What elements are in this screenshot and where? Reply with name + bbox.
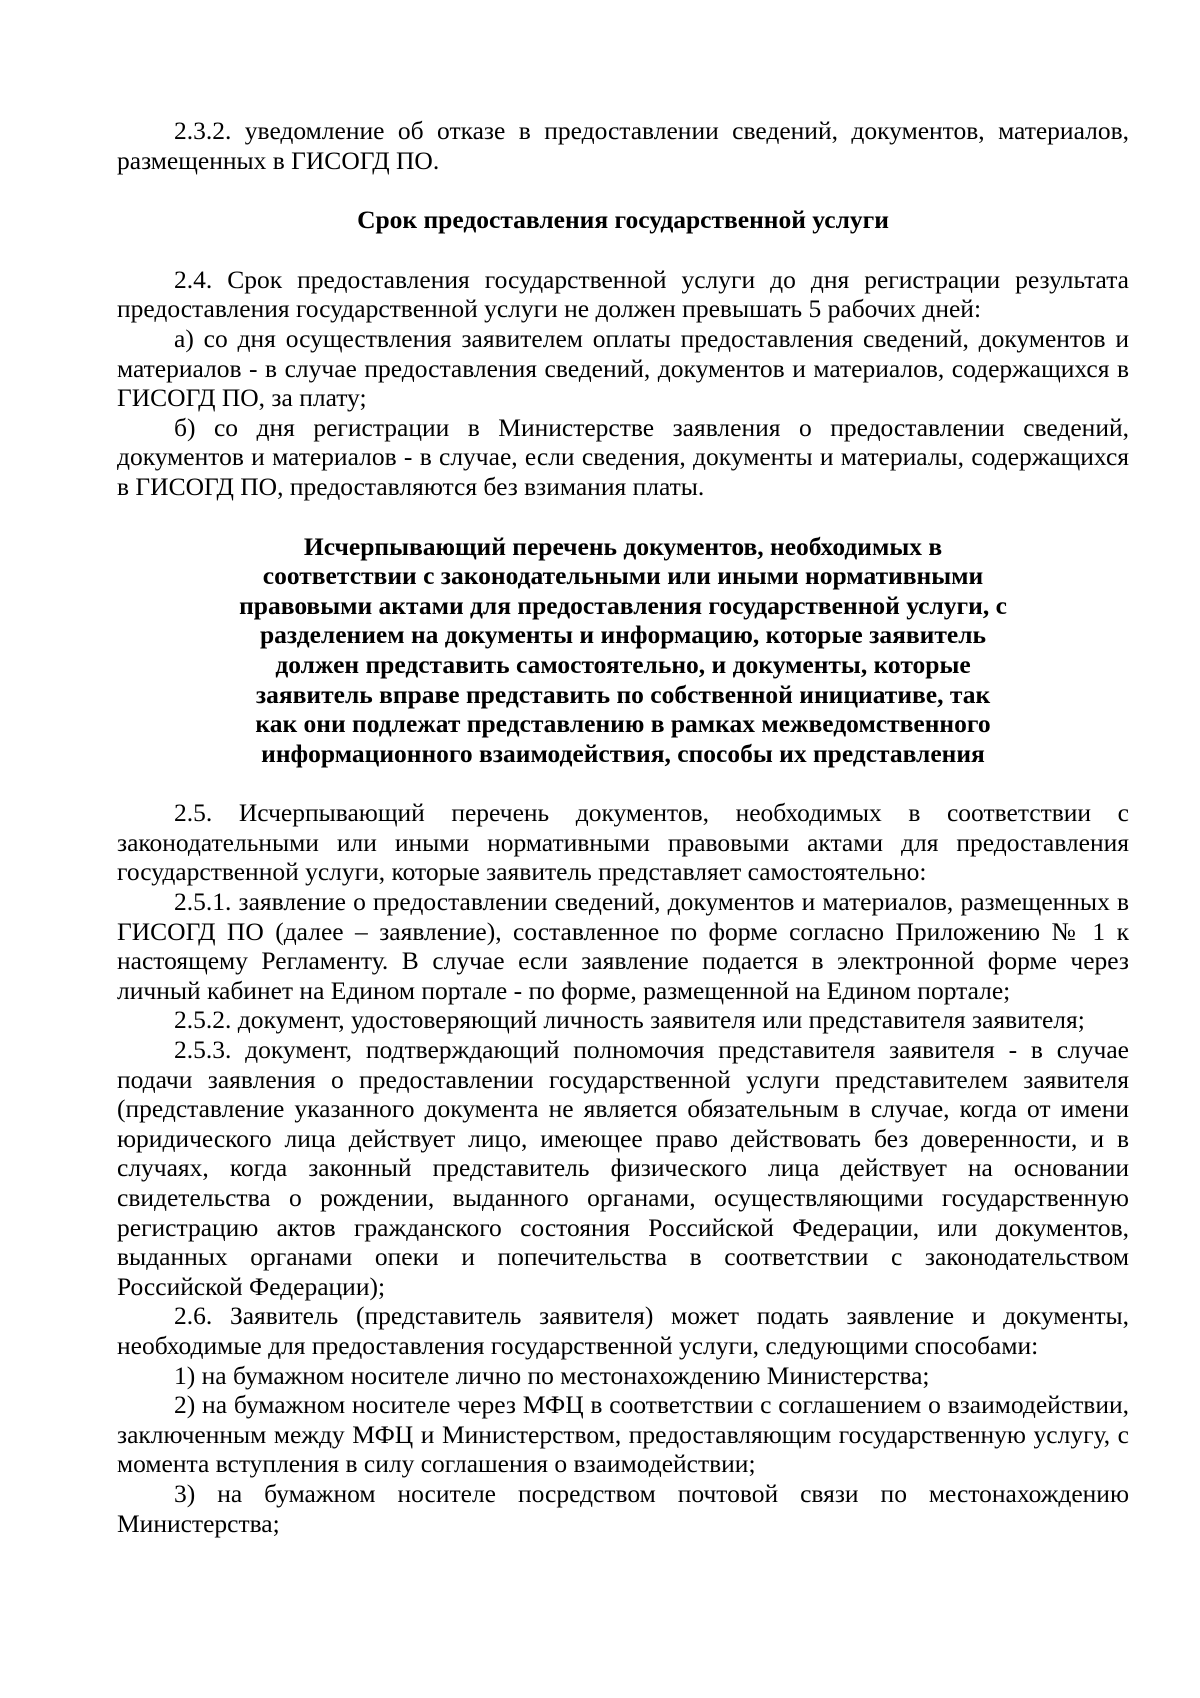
paragraph-2-4-b: б) со дня регистрации в Министерстве заявления о предоставлении сведений, документов и материалов - в случае, если сведения, документы и материалы, содержащихся в ГИСОГД ПО, предоставляются без взимания платы. xyxy=(117,412,1129,501)
paragraph-2-5-1: 2.5.1. заявление о предоставлении сведений, документов и материалов, размещенных в ГИСОГД ПО (далее – заявление), составленное по форме согласно Приложению № 1 к настоящему Регламенту. В случае если заявление подается в электронной форме через личный кабинет на Едином портале - по форме, размещенной на Едином портале; xyxy=(117,887,1129,1005)
list-item-2-6-3: 3) на бумажном носителе посредством почтовой связи по местонахождению Министерства; xyxy=(117,1478,1129,1538)
paragraph-2-5-2: 2.5.2. документ, удостоверяющий личность заявителя или представителя заявителя; xyxy=(174,1005,1085,1035)
paragraph-2-4-a: а) со дня осуществления заявителем оплаты предоставления сведений, документов и материалов - в случае предоставления сведений, документов и материалов, содержащихся в ГИСОГД ПО, за плату; xyxy=(117,323,1129,413)
paragraph-2-5-3: 2.5.3. документ, подтверждающий полномочия представителя заявителя - в случае подачи заявления о предоставлении государственной услуги представителем заявителя (представление указанного документа не является обязательным в случае, когда от имени юридического лица действует лицо, имеющее право действовать без доверенности, и в случаях, когда законный представитель физического лица действует на основании свидетельства о рождении, выданного органами, осуществляющими государственную регистрацию актов гражданского состояния Российской Федерации, или документов, выданных органами опеки и попечительства в соответствии с законодательством Российской Федерации); xyxy=(117,1035,1129,1301)
paragraph-2-4: 2.4. Срок предоставления государственной услуги до дня регистрации результата предоставления государственной услуги не должен превышать 5 рабочих дней: xyxy=(117,264,1129,324)
list-item-2-6-1: 1) на бумажном носителе лично по местонахождению Министерства; xyxy=(174,1360,930,1390)
section-heading-required-documents: Исчерпывающий перечень документов, необходимых в соответствии с законодательными или иными нормативными правовыми актами для предоставления государственной услуги, с разделением на документы и информацию, которые заявитель должен представить самостоятельно, и документы, которые заявитель вправе представить по собственной инициативе, так как они подлежат представлению в рамках межведомственного информационного взаимодействия, способы их представления xyxy=(239,531,1007,768)
section-heading-service-term: Срок предоставления государственной услуги xyxy=(357,205,889,235)
paragraph-2-6: 2.6. Заявитель (представитель заявителя) может подать заявление и документы, необходимые для предоставления государственной услуги, следующими способами: xyxy=(117,1301,1129,1360)
list-item-2-6-2: 2) на бумажном носителе через МФЦ в соответствии с соглашением о взаимодействии, заключенным между МФЦ и Министерством, предоставляющим государственную услугу, с момента вступления в силу соглашения о взаимодействии; xyxy=(117,1390,1129,1479)
paragraph-2-5: 2.5. Исчерпывающий перечень документов, необходимых в соответствии с законодательными или иными нормативными правовыми актами для предоставления государственной услуги, которые заявитель представляет самостоятельно: xyxy=(117,798,1129,887)
document-body xyxy=(117,116,1129,1538)
paragraph-2-3-2: 2.3.2. уведомление об отказе в предоставлении сведений, документов, материалов, размещенных в ГИСОГД ПО. xyxy=(117,116,1129,175)
